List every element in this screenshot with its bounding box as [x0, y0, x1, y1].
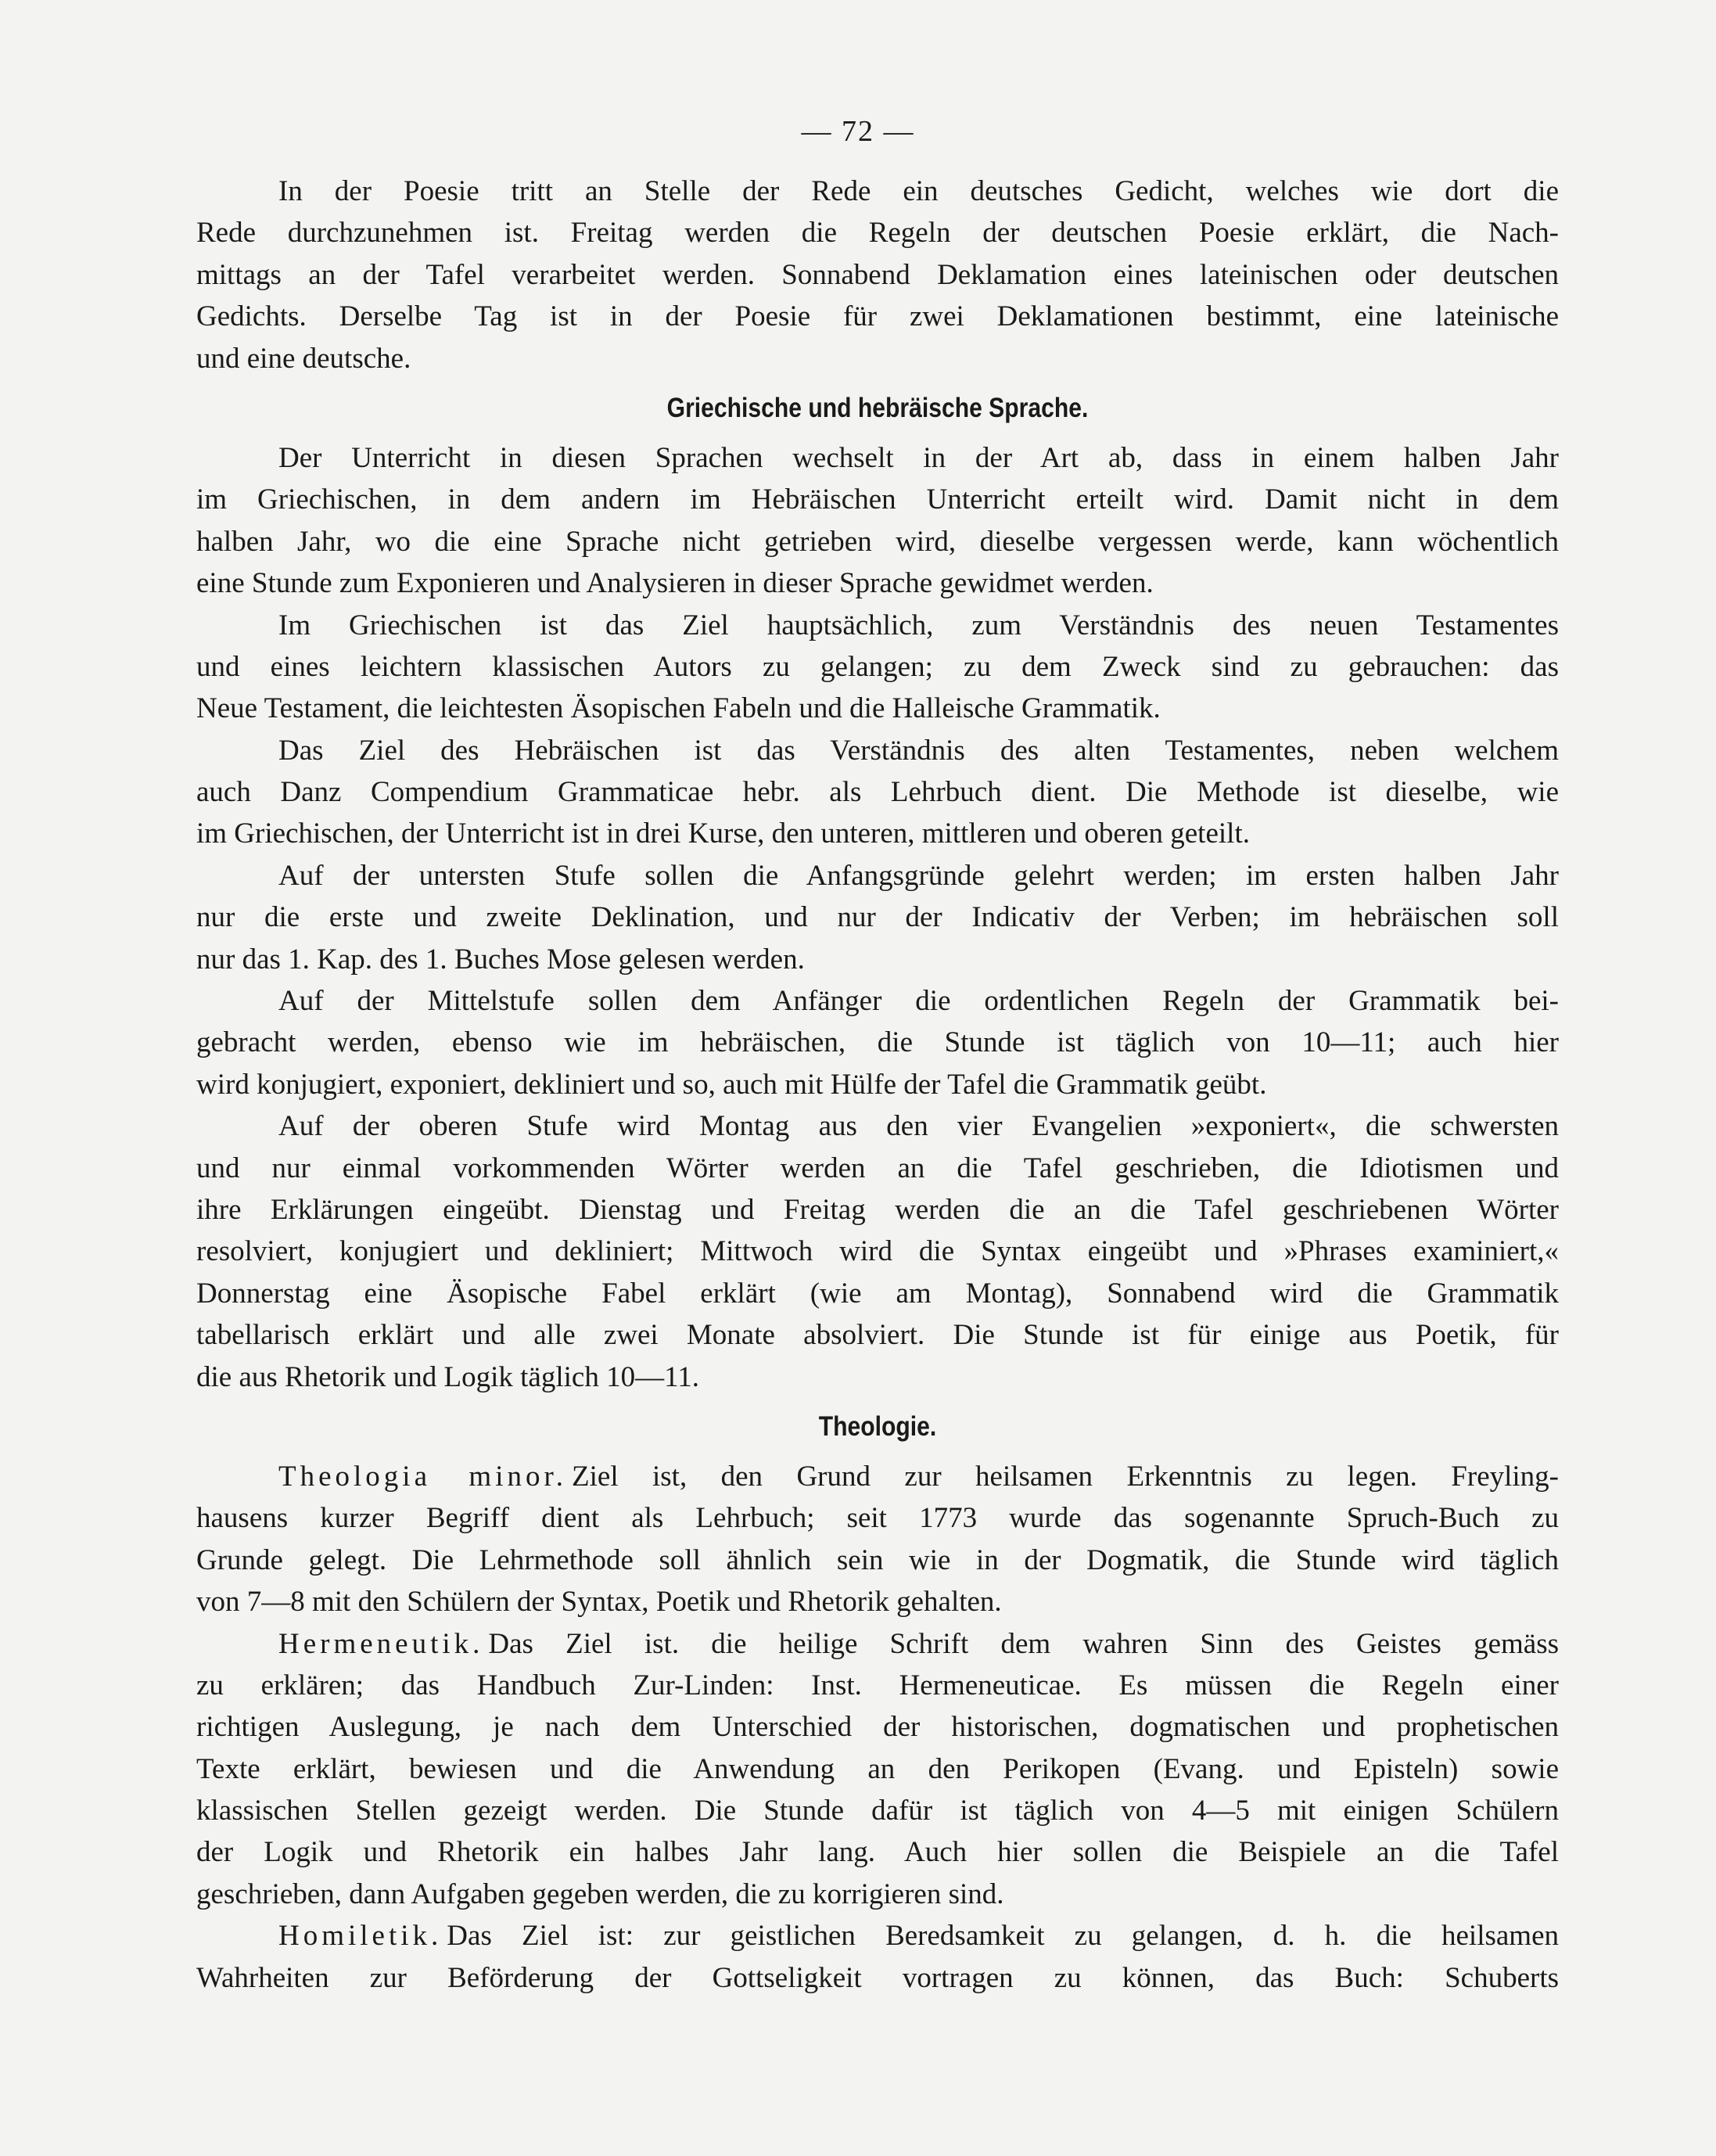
- text-line: nur die erste und zweite Deklination, und nur der Indicativ der Verben; im hebräischen soll: [196, 901, 1559, 934]
- text-line: geschrieben, dann Aufgaben gegeben werden, die zu korrigieren sind.: [196, 1878, 1004, 1910]
- text-line: Auf der untersten Stufe sollen die Anfangsgründe gelehrt werden; im ersten halben Jahr: [278, 859, 1559, 892]
- text-line: zu erklären; das Handbuch Zur-Linden: Inst. Hermeneuticae. Es müssen die Regeln einer: [196, 1669, 1559, 1701]
- text-line: Grunde gelegt. Die Lehrmethode soll ähnlich sein wie in der Dogmatik, die Stunde wird täglich: [196, 1543, 1559, 1576]
- text-line: Gedichts. Derselbe Tag ist in der Poesie für zwei Deklamationen bestimmt, eine lateinische: [196, 300, 1559, 333]
- text-line: und nur einmal vorkommenden Wörter werden an die Tafel geschrieben, die Idiotismen und: [196, 1152, 1559, 1184]
- text-line: auch Danz Compendium Grammaticae hebr. als Lehrbuch dient. Die Methode ist dieselbe, wie: [196, 776, 1559, 809]
- document-body: [196, 171, 1559, 1999]
- paragraph: [196, 171, 1559, 379]
- text-line: der Logik und Rhetorik ein halbes Jahr lang. Auch hier sollen die Beispiele an die Tafel: [196, 1836, 1559, 1869]
- spaced-lead-term: Theologia minor.: [278, 1460, 568, 1493]
- text-line: eine Stunde zum Exponieren und Analysieren in dieser Sprache gewidmet werden.: [196, 567, 1154, 600]
- text-line: [196, 1623, 1559, 1665]
- paragraph: [196, 855, 1559, 980]
- text-line: Das Ziel des Hebräischen ist das Verständnis des alten Testamentes, neben welchem: [278, 734, 1559, 767]
- text-line: von 7—8 mit den Schülern der Syntax, Poetik und Rhetorik gehalten.: [196, 1586, 1002, 1619]
- line-text: Ziel ist, den Grund zur heilsamen Erkenntnis zu legen. Freyling-: [572, 1460, 1559, 1493]
- page-number: — 72 —: [801, 115, 915, 148]
- text-line: Auf der oberen Stufe wird Montag aus den vier Evangelien »exponiert«, die schwersten: [278, 1110, 1559, 1143]
- text-line: klassischen Stellen gezeigt werden. Die Stunde dafür ist täglich von 4—5 mit einigen Schülern: [196, 1795, 1559, 1827]
- text-line: [196, 1915, 1559, 1957]
- text-line: Donnerstag eine Äsopische Fabel erklärt (wie am Montag), Sonnabend wird die Grammatik: [196, 1277, 1559, 1310]
- text-line: [196, 1456, 1559, 1497]
- paragraph: [196, 1623, 1559, 1916]
- text-line: hausens kurzer Begriff dient als Lehrbuch; seit 1773 wurde das sogenannte Spruch-Buch zu: [196, 1502, 1559, 1535]
- paragraph: [196, 437, 1559, 605]
- spaced-lead-term: Hermeneutik.: [278, 1627, 484, 1660]
- text-line: die aus Rhetorik und Logik täglich 10—11.: [196, 1360, 699, 1393]
- text-line: richtigen Auslegung, je nach dem Unterschied der historischen, dogmatischen und prophetischen: [196, 1711, 1559, 1744]
- paragraph: [196, 980, 1559, 1105]
- text-line: In der Poesie tritt an Stelle der Rede ein deutsches Gedicht, welches wie dort die: [278, 175, 1559, 207]
- text-line: resolviert, konjugiert und dekliniert; Mittwoch wird die Syntax eingeübt und »Phrases examiniert,«: [196, 1235, 1559, 1268]
- text-line: nur das 1. Kap. des 1. Buches Mose gelesen werden.: [196, 943, 805, 976]
- text-line: tabellarisch erklärt und alle zwei Monate absolviert. Die Stunde ist für einige aus Poetik, für: [196, 1319, 1559, 1352]
- text-line: Auf der Mittelstufe sollen dem Anfänger die ordentlichen Regeln der Grammatik bei-: [278, 985, 1559, 1018]
- text-line: Im Griechischen ist das Ziel hauptsächlich, zum Verständnis des neuen Testamentes: [278, 609, 1559, 641]
- paragraph: [196, 730, 1559, 855]
- text-line: Rede durchzunehmen ist. Freitag werden die Regeln der deutschen Poesie erklärt, die Nach-: [196, 217, 1559, 250]
- text-line: und eines leichtern klassischen Autors zu gelangen; zu dem Zweck sind zu gebrauchen: das: [196, 650, 1559, 683]
- text-line: wird konjugiert, exponiert, dekliniert und so, auch mit Hülfe der Tafel die Grammatik geübt.: [196, 1068, 1267, 1101]
- text-line: ihre Erklärungen eingeübt. Dienstag und Freitag werden die an die Tafel geschriebenen Wörter: [196, 1193, 1559, 1226]
- line-text: Das Ziel ist: zur geistlichen Beredsamkeit zu gelangen, d. h. die heilsamen: [447, 1920, 1559, 1953]
- text-line: Texte erklärt, bewiesen und die Anwendung an den Perikopen (Evang. und Episteln) sowie: [196, 1752, 1559, 1785]
- text-line: mittags an der Tafel verarbeitet werden. Sonnabend Deklamation eines lateinischen oder deutschen: [196, 258, 1559, 291]
- paragraph: [196, 1456, 1559, 1623]
- section-heading: Griechische und hebräische Sprache.: [666, 392, 1089, 423]
- line-text: Das Ziel ist. die heilige Schrift dem wahren Sinn des Geistes gemäss: [488, 1627, 1559, 1660]
- paragraph: [196, 1105, 1559, 1398]
- paragraph: [196, 605, 1559, 730]
- text-line: im Griechischen, in dem andern im Hebräischen Unterricht erteilt wird. Damit nicht in dem: [196, 483, 1559, 516]
- text-line: im Griechischen, der Unterricht ist in drei Kurse, den unteren, mittleren und oberen geteilt.: [196, 817, 1250, 850]
- text-line: Neue Testament, die leichtesten Äsopischen Fabeln und die Halleische Grammatik.: [196, 692, 1161, 725]
- text-line: gebracht werden, ebenso wie im hebräischen, die Stunde ist täglich von 10—11; auch hier: [196, 1026, 1559, 1059]
- text-line: und eine deutsche.: [196, 342, 411, 375]
- text-line: Wahrheiten zur Beförderung der Gottseligkeit vortragen zu können, das Buch: Schuberts: [196, 1961, 1559, 1994]
- spaced-lead-term: Homiletik.: [278, 1920, 443, 1953]
- paragraph: [196, 1915, 1559, 1999]
- text-line: Der Unterricht in diesen Sprachen wechselt in der Art ab, dass in einem halben Jahr: [278, 441, 1559, 474]
- section-heading: Theologie.: [818, 1410, 937, 1442]
- text-line: halben Jahr, wo die eine Sprache nicht getrieben wird, dieselbe vergessen werde, kann wöchentlich: [196, 525, 1559, 558]
